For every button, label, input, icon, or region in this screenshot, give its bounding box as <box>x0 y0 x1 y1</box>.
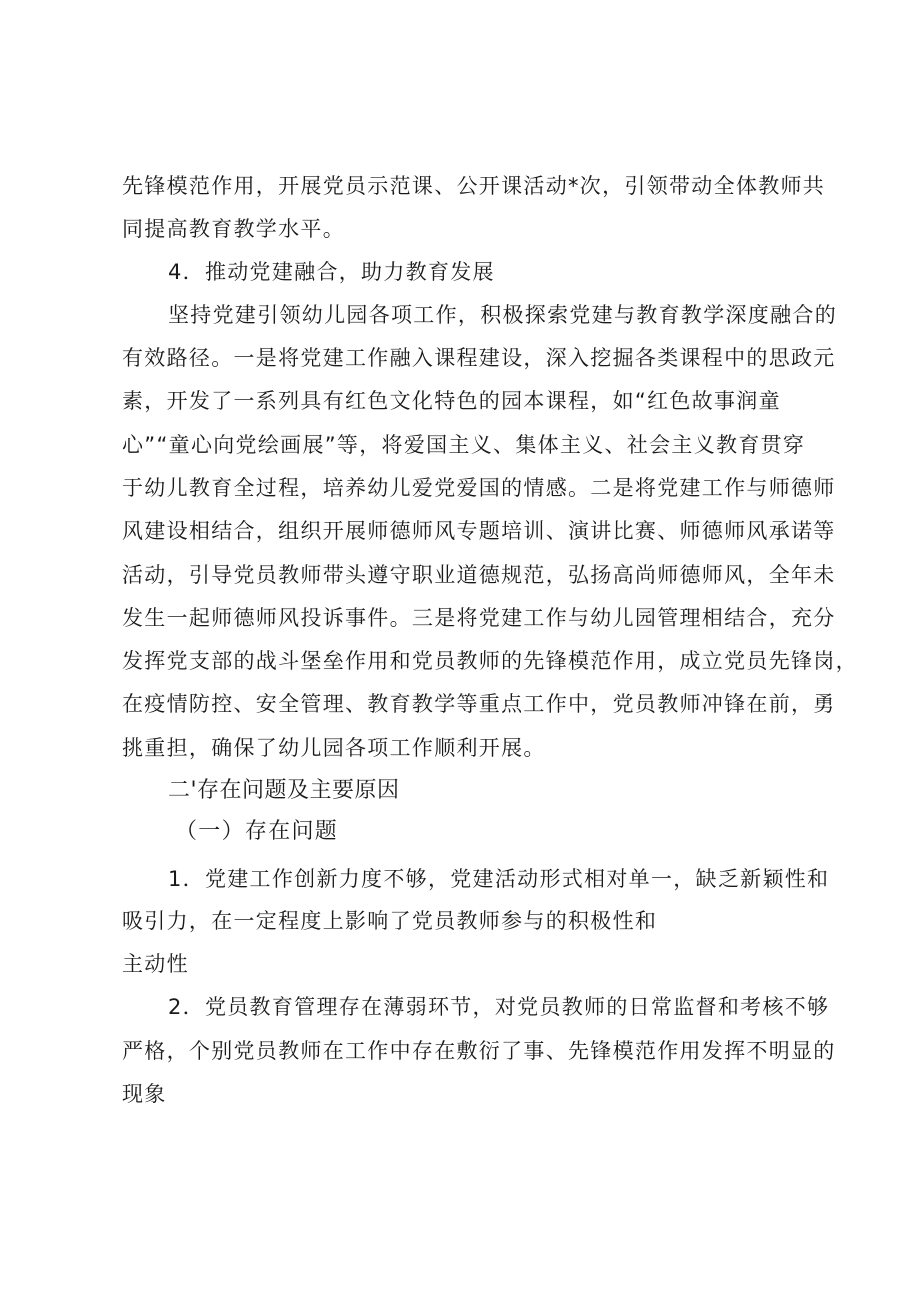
body-text-line: 现象 <box>122 1082 167 1106</box>
body-text-line: 发挥党支部的战斗堡垒作用和党员教师的先锋模范作用，成立党员先锋岗， <box>122 649 858 673</box>
body-text-line: 心”“童心向党绘画展”等，将爱国主义、集体主义、社会主义教育贯穿 <box>122 433 806 457</box>
section-heading: 二'存在问题及主要原因 <box>168 778 400 803</box>
subsection-heading: （一）存在问题 <box>175 819 339 844</box>
paragraph-first-line: 坚持党建引领幼儿园各项工作，积极探索党建与教育教学深度融合的 <box>168 303 837 327</box>
list-item-first-line: 2．党员教育管理存在薄弱环节，对党员教师的日常监督和考核不够 <box>168 995 830 1019</box>
body-text-line: 在疫情防控、安全管理、教育教学等重点工作中，党员教师冲锋在前，勇 <box>122 692 836 716</box>
body-text-line: 有效路径。一是将党建工作融入课程建设，深入挖掘各类课程中的思政元 <box>122 346 836 370</box>
body-text-line: 活动，引导党员教师带头遵守职业道德规范，弘扬高尚师德师风，全年未 <box>122 563 836 587</box>
section-subheading: 4．推动党建融合，助力教育发展 <box>168 260 495 284</box>
body-text-line: 主动性 <box>122 952 189 976</box>
body-text-line: 严格，个别党员教师在工作中存在敷衍了事、先锋模范作用发挥不明显的 <box>122 1039 836 1063</box>
body-text-line: 风建设相结合，组织开展师德师风专题培训、演讲比赛、师德师风承诺等 <box>122 519 836 543</box>
list-item-first-line: 1．党建工作创新力度不够，党建活动形式相对单一，缺乏新颖性和 <box>168 867 830 891</box>
body-text-line: 发生一起师德师风投诉事件。三是将党建工作与幼儿园管理相结合，充分 <box>122 606 836 630</box>
body-text-line: 于幼儿教育全过程，培养幼儿爱党爱国的情感。二是将党建工作与师德师 <box>122 476 836 500</box>
body-text-line: 吸引力，在一定程度上影响了党员教师参与的积极性和 <box>122 909 658 933</box>
body-text-line: 同提高教育教学水平。 <box>122 217 345 241</box>
body-text-line: 素，开发了一系列具有红色文化特色的园本课程，如“红色故事润童 <box>122 389 781 413</box>
body-text-line: 先锋模范作用，开展党员示范课、公开课活动*次，引领带动全体教师共 <box>122 174 826 198</box>
body-text-line: 挑重担，确保了幼儿园各项工作顺利开展。 <box>122 736 546 760</box>
